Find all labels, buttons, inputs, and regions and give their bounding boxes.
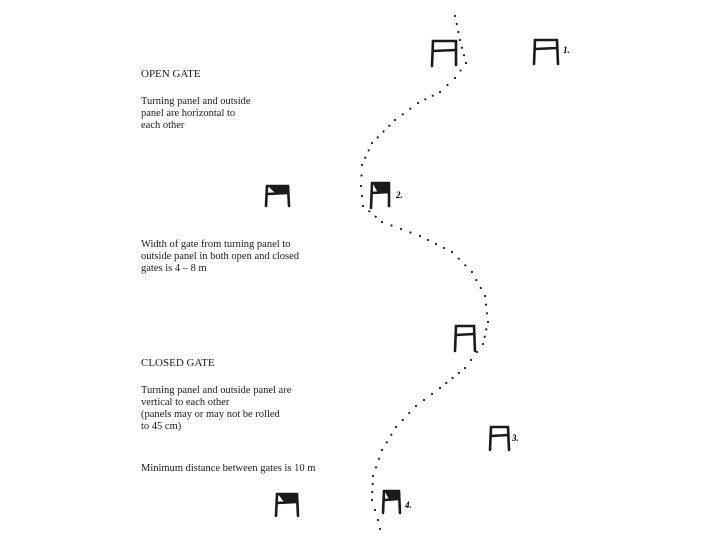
path-dot (461, 47, 463, 49)
path-dot (372, 475, 374, 477)
path-dot (435, 243, 437, 245)
path-dot (487, 321, 489, 323)
path-dot (362, 205, 364, 207)
path-dot (402, 419, 404, 421)
path-dot (375, 466, 377, 468)
path-dot (423, 399, 425, 401)
path-dot (377, 519, 379, 521)
path-dot (378, 458, 380, 460)
path-dot (459, 69, 461, 71)
path-dot (454, 15, 456, 17)
path-dot (451, 251, 453, 253)
open-gate-heading: OPEN GATE (141, 68, 201, 80)
path-dot (456, 23, 458, 25)
path-dot (371, 491, 373, 493)
path-dot (360, 174, 362, 176)
path-dot (459, 39, 461, 41)
path-dot (388, 125, 390, 127)
path-dot (458, 258, 460, 260)
path-dot (409, 108, 411, 110)
path-dot (463, 54, 465, 56)
path-dot (390, 224, 392, 226)
path-dot (419, 235, 421, 237)
path-dot (417, 102, 419, 104)
course-path-dots (360, 15, 489, 530)
path-dot (364, 157, 366, 159)
path-dot (408, 412, 410, 414)
path-dot (432, 95, 434, 97)
path-dot (361, 195, 363, 197)
gate-width-note: Width of gate from turning panel to outside panel in both open and closed gates is 4 – 8 m (141, 239, 300, 274)
path-dot (368, 149, 370, 151)
path-dot (395, 426, 397, 428)
path-dot (371, 142, 373, 144)
path-dot (360, 185, 362, 187)
path-dot (464, 264, 466, 266)
path-dot (386, 441, 388, 443)
path-dot (439, 387, 441, 389)
path-dot (457, 31, 459, 33)
path-dot (402, 113, 404, 115)
path-dot (431, 393, 433, 395)
path-dot (374, 509, 376, 511)
path-dot (485, 328, 487, 330)
path-dot (371, 499, 373, 501)
path-dot (379, 528, 381, 530)
gate-distance-note: Minimum distance between gates is 10 m (141, 463, 316, 474)
gate-4-outer-flag (277, 493, 298, 503)
gate-2-inner-flag (372, 182, 390, 193)
gate-3-outer-open-gate (490, 427, 509, 450)
path-dot (482, 343, 484, 345)
gate-3-inner-open-gate (455, 326, 475, 351)
path-dot (372, 483, 374, 485)
path-dot (458, 372, 460, 374)
path-dot (394, 119, 396, 121)
gate-2-number: 2. (396, 190, 403, 200)
path-dot (464, 367, 466, 369)
path-dot (439, 91, 441, 93)
path-dot (415, 405, 417, 407)
gate-3-number: 3. (512, 433, 519, 443)
path-dot (443, 247, 445, 249)
path-dot (424, 98, 426, 100)
path-dot (471, 271, 473, 273)
path-dot (484, 295, 486, 297)
gate-1-outer-open-gate (534, 40, 558, 64)
path-dot (485, 304, 487, 306)
path-dot (454, 77, 456, 79)
path-dot (390, 434, 392, 436)
path-dot (451, 377, 453, 379)
closed-gate-description: Turning panel and outside panel are vertical to each other (panels may or may not be rolled to 45 cm) (141, 385, 292, 432)
path-dot (400, 228, 402, 230)
path-dot (475, 279, 477, 281)
gate-1-inner-open-gate (432, 41, 456, 66)
path-dot (381, 221, 383, 223)
path-dot (486, 312, 488, 314)
closed-gate-heading: CLOSED GATE (141, 357, 215, 369)
path-dot (445, 382, 447, 384)
gate-1-number: 1. (563, 45, 570, 55)
path-dot (427, 239, 429, 241)
path-dot (446, 84, 448, 86)
path-dot (368, 210, 370, 212)
path-dot (480, 287, 482, 289)
path-dot (381, 449, 383, 451)
path-dot (470, 359, 472, 361)
open-gate-description: Turning panel and outside panel are horizontal to each other (141, 96, 251, 131)
path-dot (465, 62, 467, 64)
path-dot (375, 216, 377, 218)
path-dot (409, 231, 411, 233)
path-dot (377, 136, 379, 138)
path-dot (484, 336, 486, 338)
path-dot (382, 130, 384, 132)
gate-2-outer-flag (267, 185, 289, 193)
path-dot (361, 164, 363, 166)
gate-4-number: 4. (405, 500, 412, 510)
